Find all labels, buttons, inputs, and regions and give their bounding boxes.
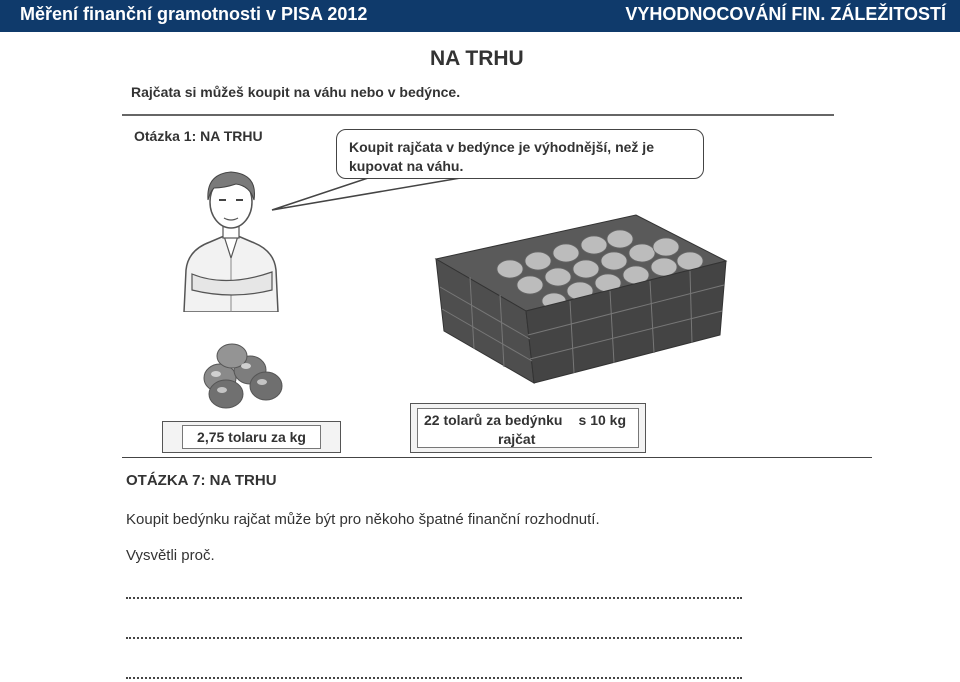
question-prompt: Vysvětli proč.: [126, 547, 215, 564]
answer-line[interactable]: [126, 676, 742, 679]
crate-weight: s 10 kg: [578, 412, 626, 428]
crate-contents: rajčat: [498, 431, 536, 447]
tomato-crate-icon: [430, 207, 730, 387]
price-per-crate: 22 tolarů za bedýnku: [424, 412, 563, 428]
man-illustration-icon: [176, 162, 286, 312]
answer-line[interactable]: [126, 596, 742, 599]
answer-line[interactable]: [126, 636, 742, 639]
header-bar: [0, 0, 960, 32]
price-per-crate-box: [410, 403, 646, 453]
question-7-label: OTÁZKA 7: NA TRHU: [126, 472, 277, 489]
document-page: [0, 32, 960, 682]
divider: [122, 457, 872, 458]
speech-bubble: Koupit rajčata v bedýnce je výhodnější, než je kupovat na váhu.: [336, 129, 704, 179]
divider: [122, 114, 834, 116]
price-per-kg: 2,75 tolaru za kg: [182, 425, 321, 449]
question-1-label: Otázka 1: NA TRHU: [134, 128, 263, 144]
tomatoes-icon: [190, 342, 290, 412]
page-title: NA TRHU: [430, 47, 524, 70]
intro-text: Rajčata si můžeš koupit na váhu nebo v bedýnce.: [131, 84, 461, 100]
price-per-kg-box: [162, 421, 341, 453]
question-statement: Koupit bedýnku rajčat může být pro někoho špatné finanční rozhodnutí.: [126, 511, 600, 528]
presentation-title: Měření finanční gramotnosti v PISA 2012: [20, 4, 368, 24]
section-title: VYHODNOCOVÁNÍ FIN. ZÁLEŽITOSTÍ: [625, 4, 946, 24]
